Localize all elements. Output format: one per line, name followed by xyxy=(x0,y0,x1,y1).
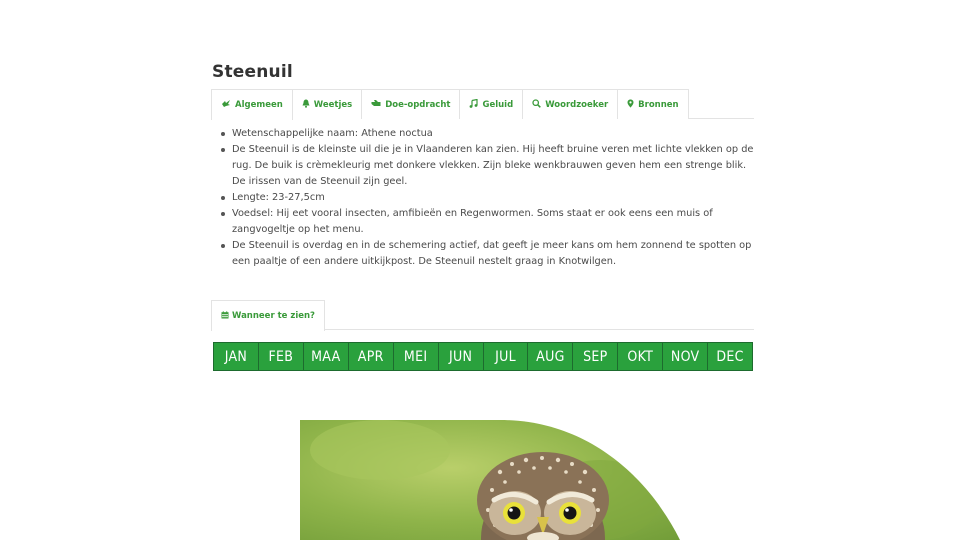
month-jan: JAN xyxy=(214,343,259,370)
search-icon xyxy=(532,99,541,111)
tab-label: Weetjes xyxy=(313,99,353,110)
month-nov: NOV xyxy=(663,343,708,370)
month-mei: MEI xyxy=(394,343,439,370)
bell-icon xyxy=(302,99,310,111)
facts-list xyxy=(219,126,759,270)
tab-label: Algemeen xyxy=(235,100,283,110)
bird-icon xyxy=(221,99,231,111)
music-icon xyxy=(469,99,478,111)
list-item: De Steenuil is de kleinste uil die je in Vlaanderen kan zien. Hij heeft bruine veren met lichte vlekken op de rug. De buik is crèmekleurig met donkere vlekken. Zijn bleke wenkbrauwen geven hem een strenge blik. De irissen van de Steenuil zijn geel. xyxy=(219,142,759,190)
hand-point-icon xyxy=(371,99,381,110)
month-sep: SEP xyxy=(573,343,618,370)
list-item: Voedsel: Hij eet vooral insecten, amfibieën en Regenwormen. Soms staat er ook eens een muis of zangvogeltje op het menu. xyxy=(219,206,759,238)
list-item: Wetenschappelijke naam: Athene noctua xyxy=(219,126,759,142)
month-aug: AUG xyxy=(528,343,573,370)
month-dec: DEC xyxy=(708,343,752,370)
calendar-icon xyxy=(221,311,229,322)
info-tabs xyxy=(211,89,754,119)
month-jul: JUL xyxy=(484,343,529,370)
tab-label: Woordzoeker xyxy=(545,99,609,110)
tab-label: Wanneer te zien? xyxy=(232,311,315,321)
tab-woordzoeker[interactable] xyxy=(523,89,618,119)
owl-photo xyxy=(300,420,680,540)
page-title: Steenuil xyxy=(212,62,293,82)
month-calendar xyxy=(213,342,753,371)
month-feb: FEB xyxy=(259,343,304,370)
tab-algemeen[interactable] xyxy=(211,89,293,120)
tab-doe-opdracht[interactable] xyxy=(362,89,460,119)
map-marker-icon xyxy=(627,99,634,111)
tab-label: Doe-opdracht xyxy=(385,99,451,110)
tab-wanneer-te-zien[interactable] xyxy=(211,300,325,331)
when-tabs xyxy=(211,300,754,330)
tab-label: Bronnen xyxy=(638,99,679,110)
tab-label: Geluid xyxy=(482,99,514,110)
list-item: Lengte: 23-27,5cm xyxy=(219,190,759,206)
month-okt: OKT xyxy=(618,343,663,370)
month-maa: MAA xyxy=(304,343,349,370)
month-jun: JUN xyxy=(439,343,484,370)
month-apr: APR xyxy=(349,343,394,370)
list-item: De Steenuil is overdag en in de schemering actief, dat geeft je meer kans om hem zonnend te spotten op een paaltje of een andere uitkijkpost. De Steenuil nestelt graag in Knotwilgen. xyxy=(219,238,759,270)
tab-weetjes[interactable] xyxy=(293,89,362,119)
tab-bronnen[interactable] xyxy=(618,89,688,119)
tab-geluid[interactable] xyxy=(460,89,523,119)
